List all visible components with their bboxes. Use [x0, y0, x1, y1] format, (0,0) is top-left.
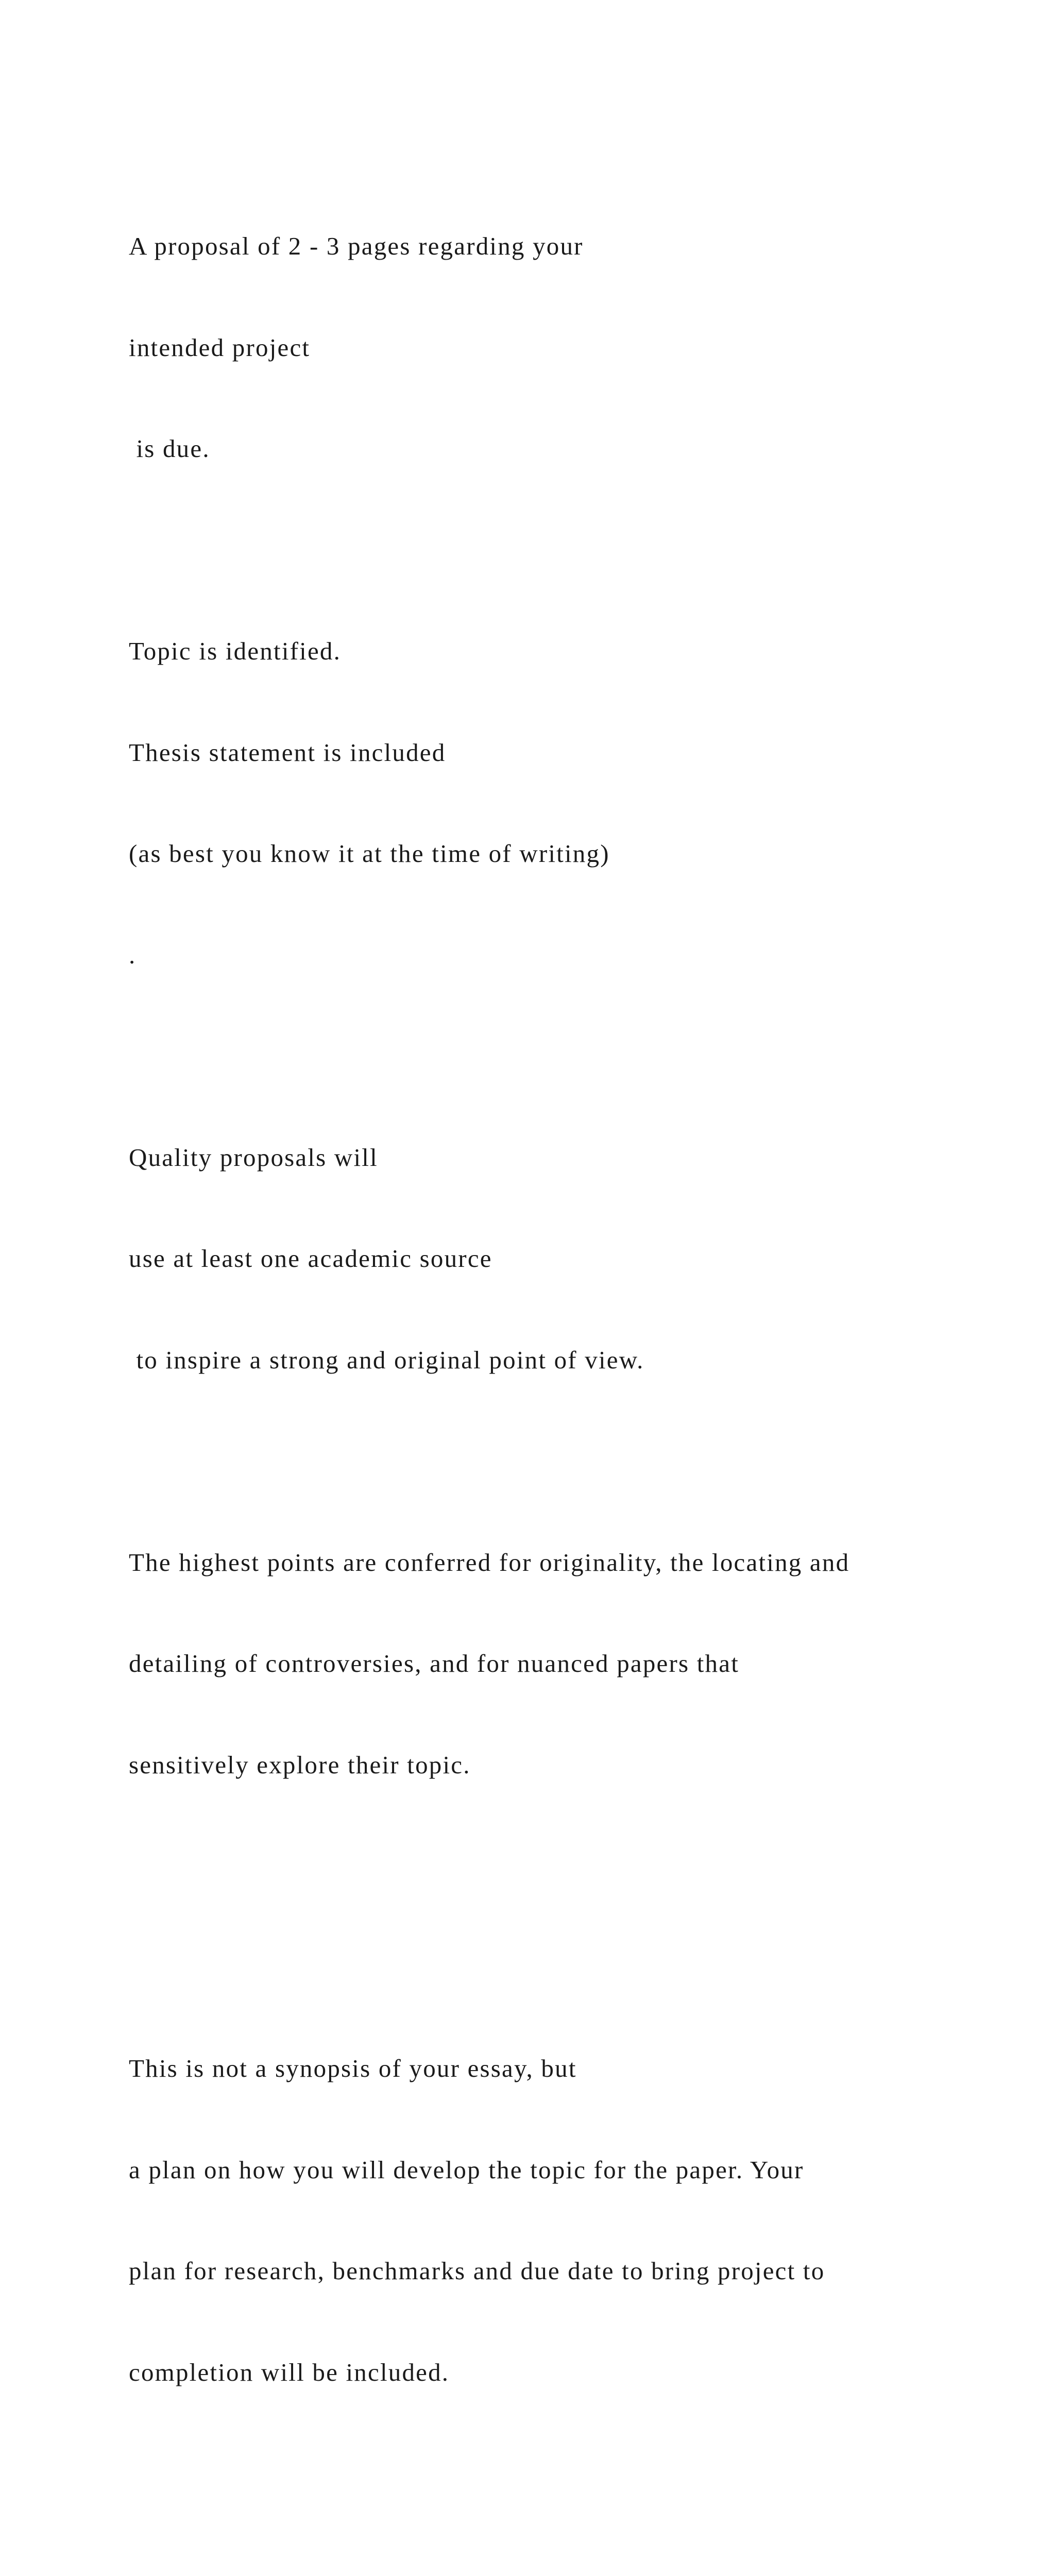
- text-line: completion will be included.: [129, 2355, 1005, 2389]
- text-line: plan for research, benchmarks and due date to bring project to: [129, 2254, 1005, 2288]
- blank-line: [129, 1039, 1005, 1073]
- text-line: .: [129, 938, 1005, 972]
- document-body: [129, 162, 1005, 2576]
- text-line: (as best you know it at the time of writing): [129, 837, 1005, 871]
- blank-line: [129, 2558, 1005, 2576]
- text-line: Thesis statement is included: [129, 736, 1005, 770]
- blank-line: [129, 533, 1005, 567]
- blank-line: [129, 1849, 1005, 1883]
- text-line: intended project: [129, 331, 1005, 365]
- text-line: The highest points are conferred for originality, the locating and: [129, 1546, 1005, 1580]
- blank-line: [129, 2456, 1005, 2490]
- text-line: to inspire a strong and original point of view.: [129, 1343, 1005, 1377]
- text-line: is due.: [129, 432, 1005, 466]
- text-line: sensitively explore their topic.: [129, 1748, 1005, 1782]
- text-line: a plan on how you will develop the topic for the paper. Your: [129, 2153, 1005, 2187]
- text-line: Quality proposals will: [129, 1141, 1005, 1175]
- text-line: This is not a synopsis of your essay, but: [129, 2052, 1005, 2086]
- text-line: detailing of controversies, and for nuanced papers that: [129, 1647, 1005, 1681]
- blank-line: [129, 1444, 1005, 1478]
- text-line: Topic is identified.: [129, 634, 1005, 668]
- text-line: use at least one academic source: [129, 1242, 1005, 1276]
- blank-line: [129, 1951, 1005, 1985]
- text-line: A proposal of 2 - 3 pages regarding your: [129, 229, 1005, 263]
